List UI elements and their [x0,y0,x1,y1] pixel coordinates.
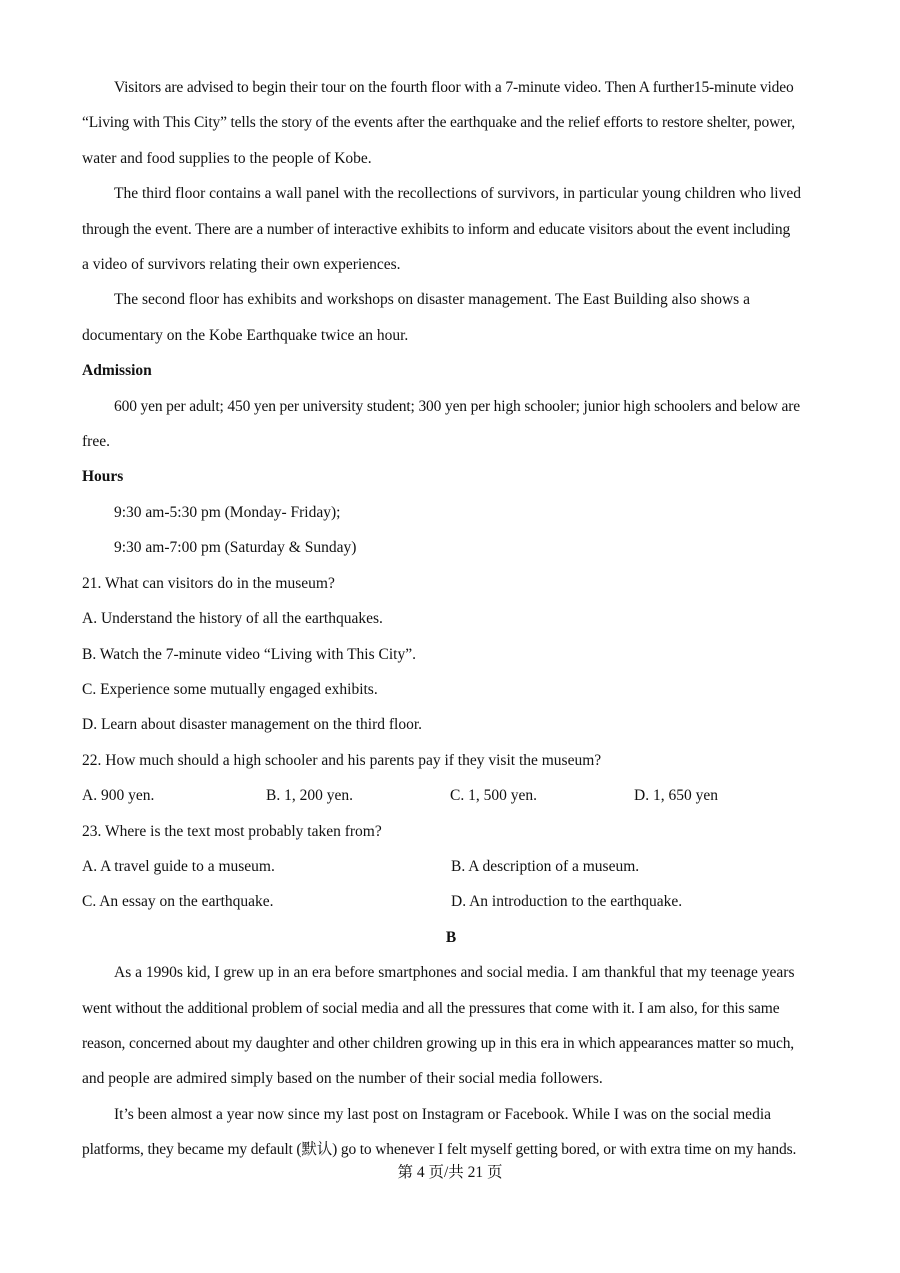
text-line: platforms, they became my default (默认) go to whenever I felt myself getting bored, or with extra time on my hands. [82,1141,797,1159]
option-b: B. Watch the 7-minute video “Living with This City”. [82,645,416,663]
text-line: through the event. There are a number of interactive exhibits to inform and educate visitors about the event including [82,220,791,238]
text-line: water and food supplies to the people of Kobe. [82,149,372,167]
text-line: As a 1990s kid, I grew up in an era before smartphones and social media. I am thankful that my teenage years [114,964,795,982]
option-a: A. Understand the history of all the earthquakes. [82,610,383,628]
option-c: C. 1, 500 yen. [450,787,537,805]
question-22 [82,743,820,814]
text-line: Visitors are advised to begin their tour on the fourth floor with a 7-minute video. Then A further15-minute video [114,79,794,96]
document-page [82,70,820,1168]
text-line: It’s been almost a year now since my last post on Instagram or Facebook. While I was on the social media [114,1105,772,1123]
admission-text [82,389,820,460]
text-line: documentary on the Kobe Earthquake twice an hour. [82,326,409,344]
hours-weekend: 9:30 am-7:00 pm (Saturday & Sunday) [114,539,357,557]
passage-b-paragraph-2 [82,1097,820,1168]
question-stem: 23. Where is the text most probably taken from? [82,822,382,840]
question-23 [82,814,820,920]
text-line: reason, concerned about my daughter and other children growing up in this era in which appearances matter so much, [82,1034,795,1052]
option-c: C. An essay on the earthquake. [82,893,274,911]
text-line: a video of survivors relating their own experiences. [82,256,401,274]
section-b-heading: B [445,928,457,946]
hours-heading: Hours [82,468,124,486]
option-a: A. 900 yen. [82,787,155,805]
passage-a-paragraph-1 [82,70,820,176]
text-line: and people are admired simply based on the number of their social media followers. [82,1070,603,1088]
option-b: B. A description of a museum. [451,857,640,875]
option-c: C. Experience some mutually engaged exhibits. [82,680,378,698]
text-line: The second floor has exhibits and workshops on disaster management. The East Building also shows a [114,291,750,309]
admission-heading: Admission [82,362,152,380]
text-line: 600 yen per adult; 450 yen per university student; 300 yen per high schooler; junior high schoolers and below are [114,397,800,415]
text-line: “Living with This City” tells the story of the events after the earthquake and the relief efforts to restore shelter, power, [82,114,796,132]
text-line: went without the additional problem of social media and all the pressures that come with it. I am also, for this same [82,999,780,1017]
option-d: D. Learn about disaster management on the third floor. [82,716,423,734]
question-21 [82,566,820,743]
option-d: D. An introduction to the earthquake. [451,893,683,911]
page-number-footer: 第 4 页/共 21 页 [397,1164,503,1181]
question-stem: 22. How much should a high schooler and his parents pay if they visit the museum? [82,751,602,769]
options-row [82,849,820,884]
options-row [82,884,820,919]
hours-weekday: 9:30 am-5:30 pm (Monday- Friday); [114,503,341,521]
option-a: A. A travel guide to a museum. [82,857,275,875]
option-b: B. 1, 200 yen. [266,787,353,805]
text-line: free. [82,433,110,451]
option-d: D. 1, 650 yen [634,787,718,805]
question-stem: 21. What can visitors do in the museum? [82,574,335,592]
passage-b-paragraph-1 [82,955,820,1097]
options-row [82,778,820,813]
text-line: The third floor contains a wall panel with the recollections of survivors, in particular young children who lived [114,185,801,203]
passage-a-paragraph-2 [82,176,820,282]
passage-a-paragraph-3 [82,282,820,353]
